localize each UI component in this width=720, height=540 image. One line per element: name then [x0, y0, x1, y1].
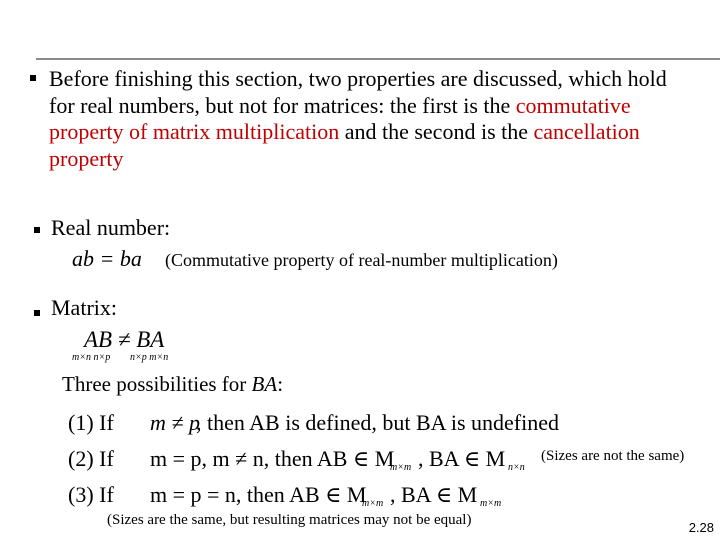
intro-paragraph — [49, 66, 689, 172]
title-divider — [36, 58, 720, 60]
bullet-marker — [34, 227, 40, 233]
cancellation-property-term: cancellation property — [49, 119, 640, 171]
bullet-marker — [34, 310, 40, 316]
page-number: 2.28 — [688, 520, 714, 535]
case-1-label: (1) If — [68, 410, 114, 435]
case-3-middle: , BA ∈ M — [390, 482, 478, 507]
case-1-result: , then AB is defined, but BA is undefined — [196, 410, 559, 435]
case-2-label: (2) If — [68, 446, 114, 471]
commutative-property-term: commutative property of matrix multiplication — [49, 92, 631, 144]
matrix-inequality: AB ≠ BA — [84, 327, 165, 352]
real-number-equation: ab = ba — [72, 246, 142, 271]
bullet-marker — [30, 75, 36, 81]
real-number-note: (Commutative property of real-number multiplication) — [165, 250, 558, 270]
case-2-subscript-2: n×n — [508, 462, 525, 473]
case-1-condition: m ≠ p — [150, 410, 200, 435]
case-3-label: (3) If — [68, 482, 114, 507]
case-3-note: (Sizes are the same, but resulting matrices may not be equal) — [107, 512, 472, 528]
three-possibilities-ba: BA — [251, 372, 278, 396]
real-number-label: Real number: — [51, 215, 171, 240]
three-possibilities-prefix: Three possibilities for — [62, 372, 252, 396]
intro-text-part1: Before finishing this section, two properties are discussed, which hold for real numbers, but not for matrices: the first is the — [49, 66, 667, 118]
intro-text-part2: and the second is the — [339, 119, 534, 144]
three-possibilities-line — [62, 372, 283, 397]
three-possibilities-suffix: : — [277, 372, 284, 396]
case-3-subscript-2: m×m — [480, 498, 502, 509]
case-3-condition: m = p = n, then AB ∈ M — [150, 482, 367, 507]
case-2-condition: m = p, m ≠ n, then AB ∈ M — [150, 446, 395, 471]
matrix-label: Matrix: — [51, 295, 117, 320]
case-3-subscript-1: m×m — [362, 498, 384, 509]
case-2-middle: , BA ∈ M — [418, 446, 506, 471]
matrix-inequality-sub-right: n×p m×n — [130, 352, 169, 363]
matrix-inequality-sub-left: m×n n×p — [72, 352, 111, 363]
case-2-subscript-1: m×m — [390, 462, 412, 473]
case-2-note: (Sizes are not the same) — [541, 448, 685, 464]
